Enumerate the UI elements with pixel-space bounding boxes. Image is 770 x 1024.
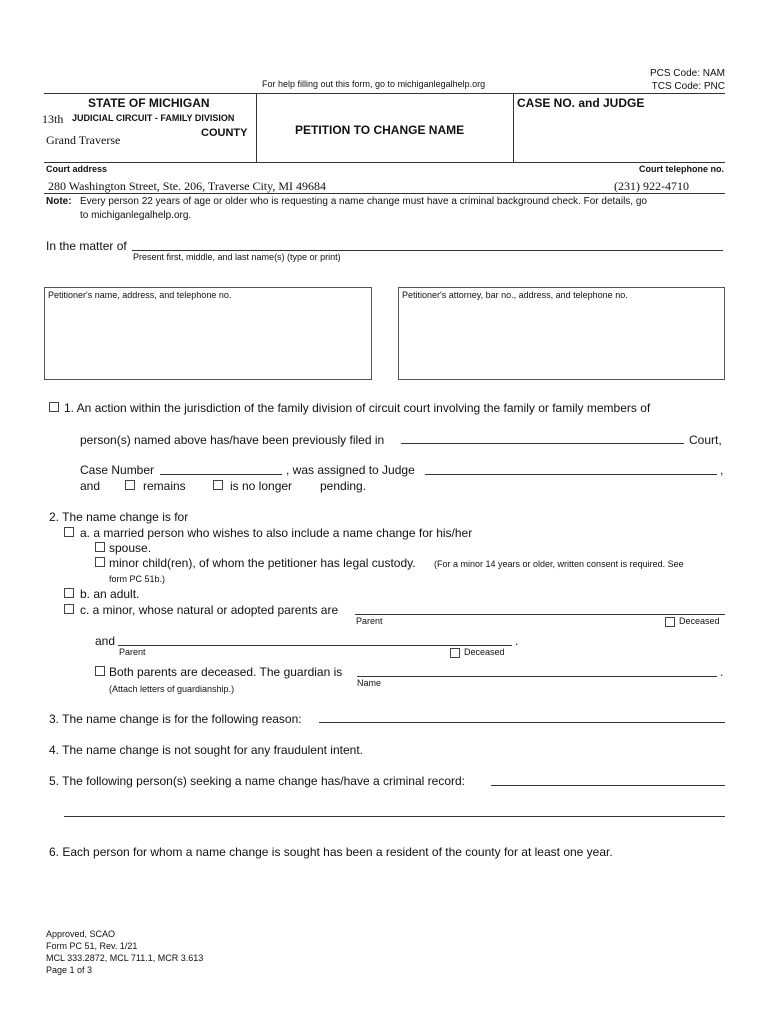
guardian-name-caption: Name	[357, 678, 382, 688]
remains-checkbox[interactable]	[125, 480, 135, 490]
item1-checkbox[interactable]	[49, 402, 59, 412]
reason-field[interactable]	[319, 722, 725, 723]
parent-2-deceased-label: Deceased	[464, 647, 505, 657]
county-label: COUNTY	[201, 127, 248, 139]
parent-1-field[interactable]	[355, 614, 725, 615]
minor-children-checkbox[interactable]	[95, 557, 105, 567]
footer-approved: Approved, SCAO	[46, 929, 116, 939]
item1-and: and	[80, 479, 101, 493]
item2c-checkbox[interactable]	[64, 604, 74, 614]
item2a-checkbox[interactable]	[64, 527, 74, 537]
court-phone[interactable]: (231) 922-4710	[614, 179, 689, 193]
footer-mcl: MCL 333.2872, MCL 711.1, MCR 3.613	[46, 953, 204, 963]
guardian-name-field[interactable]	[357, 676, 717, 677]
item4-text: 4. The name change is not sought for any fraudulent intent.	[49, 743, 363, 757]
parent-2-caption: Parent	[119, 647, 146, 657]
criminal-record-field-1[interactable]	[491, 785, 725, 786]
item2c-label: c. a minor, whose natural or adopted parents are	[80, 603, 339, 617]
note-line-1: Every person 22 years of age or older who is requesting a name change must have a criminal background check. For details, go	[80, 196, 647, 207]
matter-label: In the matter of	[46, 239, 127, 253]
help-text: For help filling out this form, go to michiganlegalhelp.org	[262, 79, 486, 89]
remains-label: remains	[143, 479, 186, 493]
header-divider-1	[256, 93, 257, 162]
case-no-judge-label: CASE NO. and JUDGE	[517, 96, 645, 110]
both-deceased-label: Both parents are deceased. The guardian is	[109, 665, 343, 679]
court-suffix: Court,	[689, 433, 722, 447]
petitioner-box-label: Petitioner's name, address, and telephone no.	[48, 290, 232, 300]
item2c-and: and	[95, 634, 116, 648]
parent-2-period: .	[515, 634, 519, 648]
court-phone-label: Court telephone no.	[639, 164, 724, 174]
matter-name-field[interactable]	[132, 250, 723, 251]
court-address-label: Court address	[46, 164, 108, 174]
both-deceased-checkbox[interactable]	[95, 666, 105, 676]
item6-text: 6. Each person for whom a name change is sought has been a resident of the county for at least one year.	[49, 845, 613, 859]
item1-line-1: 1. An action within the jurisdiction of the family division of circuit court involving the family or family members of	[64, 401, 651, 415]
pcs-code: PCS Code: NAM	[649, 68, 725, 79]
form-title: PETITION TO CHANGE NAME	[295, 123, 465, 137]
criminal-record-field-2[interactable]	[64, 816, 725, 817]
item2b-checkbox[interactable]	[64, 588, 74, 598]
item1-line-2: person(s) named above has/have been previously filed in	[80, 433, 385, 447]
item2a-label: a. a married person who wishes to also include a name change for his/her	[80, 526, 473, 540]
note-line-2: to michiganlegalhelp.org.	[80, 210, 192, 221]
attach-guardianship-note: (Attach letters of guardianship.)	[109, 684, 235, 694]
circuit-label: JUDICIAL CIRCUIT - FAMILY DIVISION	[72, 113, 235, 123]
note-label: Note:	[46, 196, 72, 207]
footer-page: Page 1 of 3	[46, 965, 93, 975]
spouse-checkbox[interactable]	[95, 542, 105, 552]
item2-intro: 2. The name change is for	[49, 510, 189, 524]
court-address[interactable]: 280 Washington Street, Ste. 206, Traverse City, MI 49684	[48, 179, 327, 193]
guardian-period: .	[720, 665, 724, 679]
spouse-label: spouse.	[109, 541, 152, 555]
judge-field[interactable]	[425, 474, 717, 475]
assigned-judge-label: , was assigned to Judge	[286, 463, 415, 477]
matter-caption: Present first, middle, and last name(s) (type or print)	[133, 252, 341, 262]
attorney-box[interactable]	[398, 287, 725, 380]
pending-label: pending.	[320, 479, 367, 493]
state-title: STATE OF MICHIGAN	[88, 96, 210, 110]
item3-text: 3. The name change is for the following reason:	[49, 712, 302, 726]
item5-text: 5. The following person(s) seeking a name change has/have a criminal record:	[49, 774, 466, 788]
tcs-code: TCS Code: PNC	[651, 81, 725, 92]
no-longer-checkbox[interactable]	[213, 480, 223, 490]
attorney-box-label: Petitioner's attorney, bar no., address, and telephone no.	[402, 290, 628, 300]
parent-2-field[interactable]	[118, 645, 512, 646]
header-divider-2	[513, 93, 514, 162]
case-number-label: Case Number	[80, 463, 155, 477]
footer-form: Form PC 51, Rev. 1/21	[46, 941, 138, 951]
parent-1-deceased-checkbox[interactable]	[665, 617, 675, 627]
circuit-number[interactable]: 13th	[42, 112, 64, 126]
minor-children-label: minor child(ren), of whom the petitioner has legal custody.	[109, 556, 416, 570]
no-longer-label: is no longer	[230, 479, 293, 493]
prior-court-field[interactable]	[401, 443, 684, 444]
petitioner-box[interactable]	[44, 287, 372, 380]
header-top-rule	[44, 93, 725, 94]
court-info-rule	[44, 193, 725, 194]
case-number-field[interactable]	[160, 474, 282, 475]
parent-2-deceased-checkbox[interactable]	[450, 648, 460, 658]
minor-note: (For a minor 14 years or older, written consent is required. See	[434, 559, 684, 569]
parent-1-caption: Parent	[356, 616, 383, 626]
parent-1-deceased-label: Deceased	[679, 616, 720, 626]
minor-note-2: form PC 51b.)	[109, 574, 166, 584]
county-name[interactable]: Grand Traverse	[46, 133, 121, 147]
item2b-label: b. an adult.	[80, 587, 140, 601]
header-bottom-rule	[44, 162, 725, 163]
judge-comma: ,	[720, 463, 724, 477]
